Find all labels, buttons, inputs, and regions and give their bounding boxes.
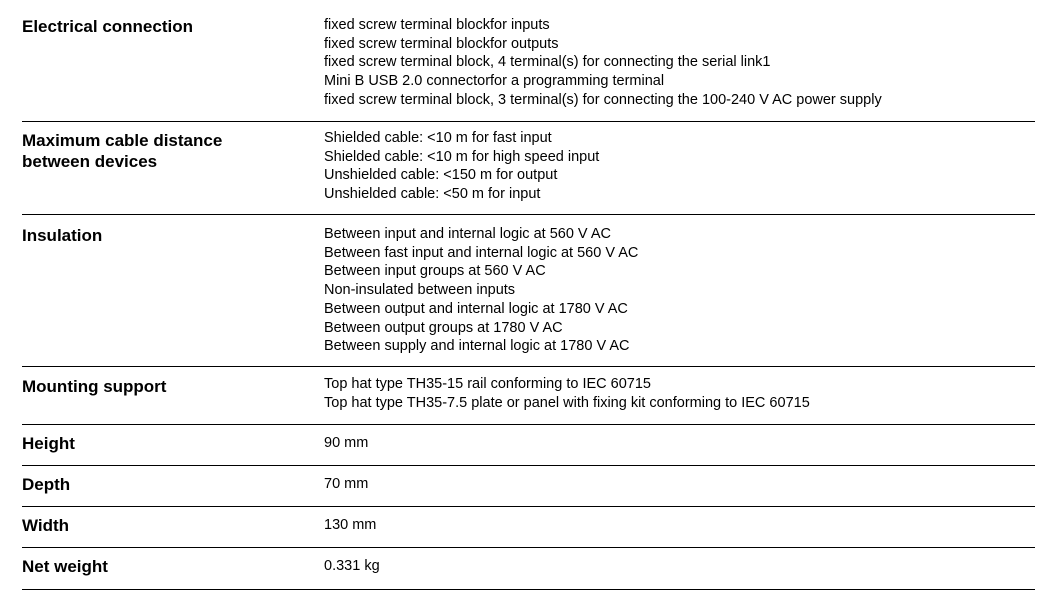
spec-label: Electrical connection (22, 17, 193, 36)
spec-value: fixed screw terminal blockfor inputs (324, 17, 550, 33)
spec-value: Between input and internal logic at 560 V AC (324, 226, 611, 242)
spec-value: Between output and internal logic at 1780 V AC (324, 300, 628, 317)
spec-value: Top hat type TH35-15 rail conforming to IEC 60715 (324, 376, 651, 392)
spec-value: 90 mm (324, 435, 369, 451)
spec-label: Net weight (22, 557, 108, 576)
spec-row-mounting-support (22, 367, 1035, 425)
spec-value: Between supply and internal logic at 1780 V AC (324, 338, 630, 355)
spec-row-height (22, 425, 1035, 466)
spec-value: Shielded cable: <10 m for fast input (324, 130, 552, 146)
spec-values (324, 129, 1034, 204)
spec-value: fixed screw terminal blockfor outputs (324, 35, 559, 52)
spec-values (324, 475, 1034, 494)
spec-values (324, 16, 1034, 110)
spec-row-insulation (22, 215, 1035, 367)
spec-values (324, 557, 1034, 576)
spec-values (324, 375, 1034, 412)
spec-row-net-weight (22, 548, 1035, 590)
spec-value: Between fast input and internal logic at 560 V AC (324, 244, 639, 261)
spec-row-width (22, 507, 1035, 548)
spec-value: Between output groups at 1780 V AC (324, 319, 563, 336)
spec-value: Unshielded cable: <50 m for input (324, 186, 541, 203)
spec-values (324, 434, 1034, 453)
spec-value: Between input groups at 560 V AC (324, 263, 546, 280)
spec-label-line: between devices (22, 152, 158, 171)
spec-value: Unshielded cable: <150 m for output (324, 167, 558, 184)
spec-value: Non-insulated between inputs (324, 282, 516, 299)
spec-value: Shielded cable: <10 m for high speed input (324, 148, 600, 165)
spec-label: Insulation (22, 226, 103, 245)
spec-values (324, 225, 1034, 356)
spec-value: 0.331 kg (324, 558, 380, 574)
spec-value: 70 mm (324, 476, 369, 492)
spec-row-depth (22, 466, 1035, 507)
spec-row-max-cable-distance (22, 122, 1035, 215)
spec-value: 130 mm (324, 517, 377, 533)
spec-label: Mounting support (22, 377, 167, 396)
spec-label: Height (22, 434, 75, 453)
spec-row-electrical-connection (22, 0, 1035, 122)
spec-values (324, 516, 1034, 535)
spec-value: fixed screw terminal block, 4 terminal(s) for connecting the serial link1 (324, 54, 771, 71)
spec-label-line: Maximum cable distance (22, 131, 223, 150)
spec-value: Top hat type TH35-7.5 plate or panel with fixing kit conforming to IEC 60715 (324, 394, 810, 411)
spec-label: Width (22, 516, 70, 535)
spec-label: Depth (22, 475, 71, 494)
spec-label (22, 130, 312, 172)
spec-value: Mini B USB 2.0 connectorfor a programming terminal (324, 73, 665, 90)
spec-value: fixed screw terminal block, 3 terminal(s) for connecting the 100-240 V AC power supply (324, 91, 882, 108)
